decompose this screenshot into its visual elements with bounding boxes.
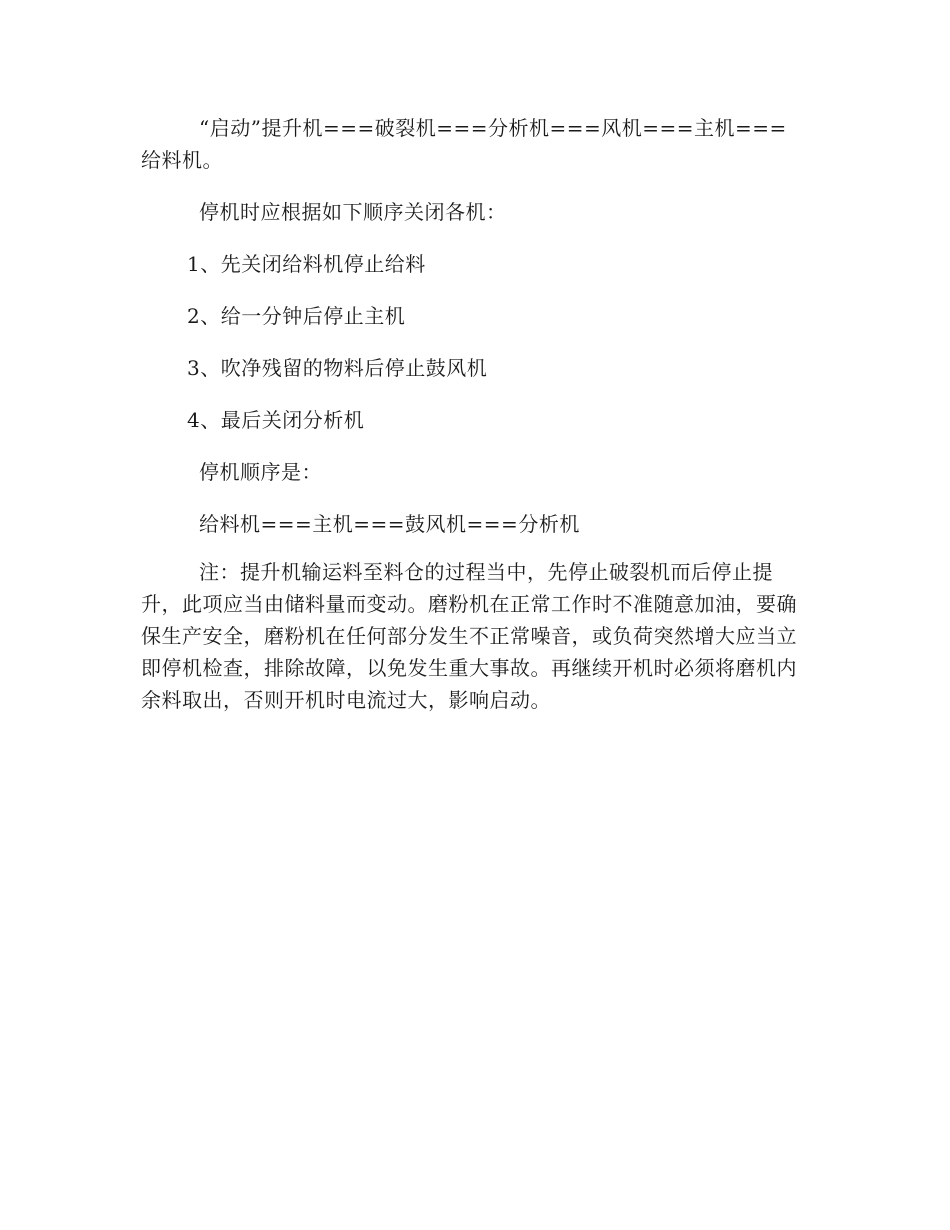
shutdown-step-1: 1、先关闭给料机停止给料 (187, 252, 426, 276)
shutdown-order-sequence: 给料机===主机===鼓风机===分析机 (199, 512, 580, 536)
shutdown-step-4: 4、最后关闭分析机 (187, 408, 365, 432)
shutdown-order-heading: 停机顺序是： (199, 460, 322, 484)
startup-sequence-paragraph: “启动”提升机===破裂机===分析机===风机===主机===给料机。 (141, 116, 787, 172)
note-paragraph: 注：提升机输运料至料仓的过程当中，先停止破裂机而后停止提升，此项应当由储料量而变动。磨粉机在正常工作时不准随意加油，要确保生产安全，磨粉机在任何部分发生不正常噪音，或负荷突然增大应当立即停机检查，排除故障，以免发生重大事故。再继续开机时必须将磨机内余料取出，否则开机时电流过大，影响启动。 (141, 560, 797, 712)
document-body (141, 112, 806, 736)
shutdown-intro-paragraph: 停机时应根据如下顺序关闭各机： (199, 200, 507, 224)
shutdown-step-2: 2、给一分钟后停止主机 (187, 304, 406, 328)
shutdown-step-3: 3、吹净残留的物料后停止鼓风机 (187, 356, 488, 380)
